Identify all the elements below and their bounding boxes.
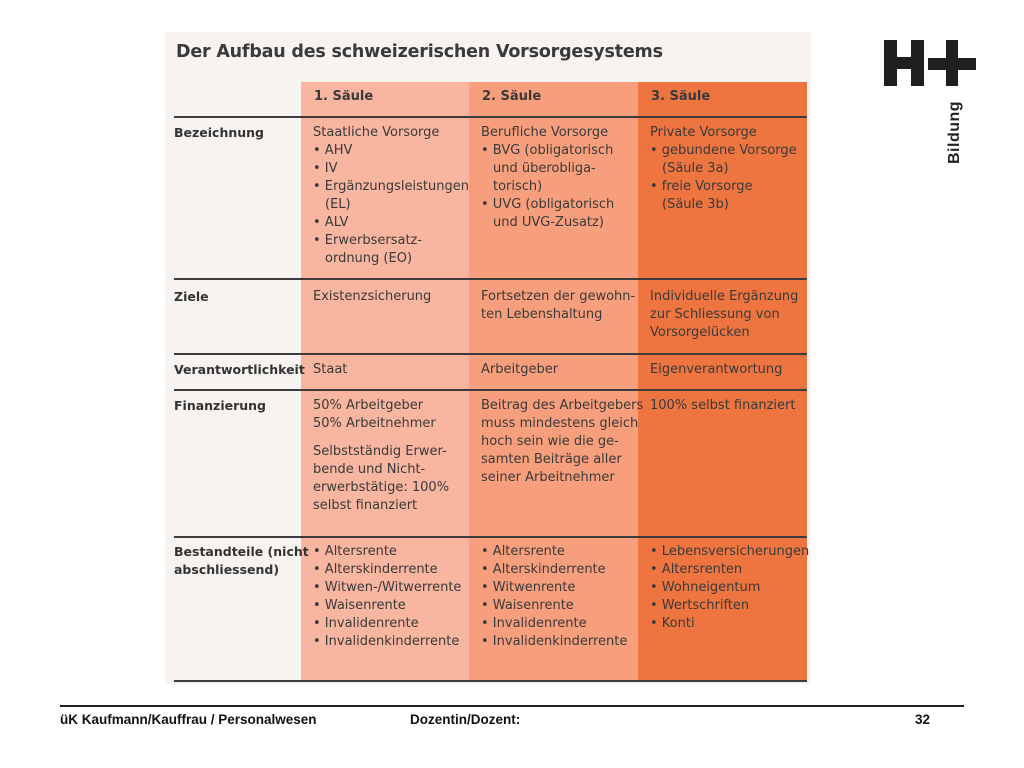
footer-page-number: 32 (915, 712, 931, 727)
logo-subtitle: Bildung (946, 100, 963, 164)
cell-line: bende und Nicht- (313, 462, 426, 477)
cell-line: • Invalidenrente (481, 616, 587, 631)
cell-line: Beitrag des Arbeitgebers (481, 398, 644, 413)
column-header-1: 1. Säule (314, 89, 374, 104)
table-cell (650, 288, 812, 342)
cell-line: Staatliche Vorsorge (313, 125, 440, 140)
cell-line: und überobliga- (493, 161, 596, 176)
cell-line: • freie Vorsorge (650, 179, 753, 194)
row-label (174, 288, 209, 306)
row-label-line: Bestandteile (nicht (174, 544, 309, 559)
cell-line: • Ergänzungsleistungen (313, 179, 469, 194)
table-cell (313, 543, 475, 651)
cell-line: • Konti (650, 616, 695, 631)
table-cell (481, 397, 643, 487)
cell-line: und UVG-Zusatz) (493, 215, 604, 230)
cell-line: selbst finanziert (313, 498, 418, 513)
footer-lecturer: Dozentin/Dozent: (410, 712, 521, 727)
cell-line: • Invalidenrente (313, 616, 419, 631)
row-label-line: Finanzierung (174, 398, 267, 413)
cell-line: ordnung (EO) (325, 251, 413, 266)
cell-line: • Witwenrente (481, 580, 576, 595)
cell-line: muss mindestens gleich (481, 416, 639, 431)
cell-line: (Säule 3a) (662, 161, 729, 176)
document-title: Der Aufbau des schweizerischen Vorsorgesystems (176, 42, 663, 62)
table-cell (650, 361, 812, 379)
table-cell (481, 288, 643, 324)
table-cell (650, 397, 812, 415)
table-cell (313, 361, 475, 379)
cell-line: • Invalidenkinderrente (313, 634, 460, 649)
footer-rule (60, 705, 964, 707)
row-label-line: Verantwortlichkeit (174, 362, 305, 377)
cell-line: • Witwen-/Witwerrente (313, 580, 462, 595)
cell-line: Selbstständig Erwer- (313, 444, 447, 459)
row-label (174, 397, 266, 415)
cell-line: • gebundene Vorsorge (650, 143, 797, 158)
cell-line: hoch sein wie die ge- (481, 434, 619, 449)
cell-line: samten Beiträge aller (481, 452, 622, 467)
cell-line: • Alterskinderrente (481, 562, 606, 577)
rule-row-2 (174, 353, 807, 355)
cell-line: • IV (313, 161, 338, 176)
cell-line: Eigenverantwortung (650, 362, 783, 377)
footer-course: üK Kaufmann/Kauffrau / Personalwesen (60, 712, 317, 727)
cell-line: 50% Arbeitgeber (313, 398, 424, 413)
cell-line: • Erwerbsersatz- (313, 233, 423, 248)
cell-line: (EL) (325, 197, 351, 212)
row-label (174, 543, 309, 579)
row-label (174, 124, 264, 142)
cell-line: • BVG (obligatorisch (481, 143, 614, 158)
cell-line: seiner Arbeitnehmer (481, 470, 615, 485)
cell-line (313, 433, 475, 443)
cell-line: ten Lebenshaltung (481, 307, 603, 322)
cell-line: • AHV (313, 143, 353, 158)
cell-line: 50% Arbeitnehmer (313, 416, 436, 431)
cell-line: (Säule 3b) (662, 197, 729, 212)
row-label-line: Ziele (174, 289, 209, 304)
cell-line: • Altersrente (313, 544, 397, 559)
cell-line: 100% selbst finanziert (650, 398, 796, 413)
cell-line: • Wertschriften (650, 598, 750, 613)
table-cell (481, 361, 643, 379)
cell-line: • Lebensversicherungen (650, 544, 810, 559)
cell-line: erwerbstätige: 100% (313, 480, 450, 495)
cell-line: Arbeitgeber (481, 362, 559, 377)
rule-row-4 (174, 536, 807, 538)
cell-line: • Altersrente (481, 544, 565, 559)
table-cell (650, 543, 812, 633)
table-cell (313, 124, 475, 268)
cell-line: Existenzsicherung (313, 289, 432, 304)
scanned-table-panel (165, 32, 811, 684)
row-label-line: abschliessend) (174, 562, 280, 577)
cell-line: Staat (313, 362, 348, 377)
table-cell (481, 124, 643, 232)
rule-row-1 (174, 278, 807, 280)
cell-line: • Altersrenten (650, 562, 743, 577)
cell-line: Fortsetzen der gewohn- (481, 289, 636, 304)
row-label (174, 361, 305, 379)
cell-line: • Alterskinderrente (313, 562, 438, 577)
rule-bottom (174, 680, 807, 682)
rule-header (174, 116, 807, 118)
cell-line: • Invalidenkinderrente (481, 634, 628, 649)
cell-line: Vorsorgelücken (650, 325, 750, 340)
cell-line: • Waisenrente (313, 598, 406, 613)
cell-line: torisch) (493, 179, 543, 194)
cell-line: Berufliche Vorsorge (481, 125, 609, 140)
cell-line: • Waisenrente (481, 598, 574, 613)
cell-line: • UVG (obligatorisch (481, 197, 615, 212)
table-cell (313, 288, 475, 306)
row-label-line: Bezeichnung (174, 125, 264, 140)
rule-row-3 (174, 389, 807, 391)
table-cell (313, 397, 475, 515)
column-header-2: 2. Säule (482, 89, 542, 104)
cell-line: Private Vorsorge (650, 125, 757, 140)
cell-line: Individuelle Ergänzung (650, 289, 799, 304)
table-cell (481, 543, 643, 651)
cell-line: zur Schliessung von (650, 307, 780, 322)
table-cell (650, 124, 812, 214)
column-header-3: 3. Säule (651, 89, 711, 104)
cell-line: • Wohneigentum (650, 580, 761, 595)
cell-line: • ALV (313, 215, 349, 230)
